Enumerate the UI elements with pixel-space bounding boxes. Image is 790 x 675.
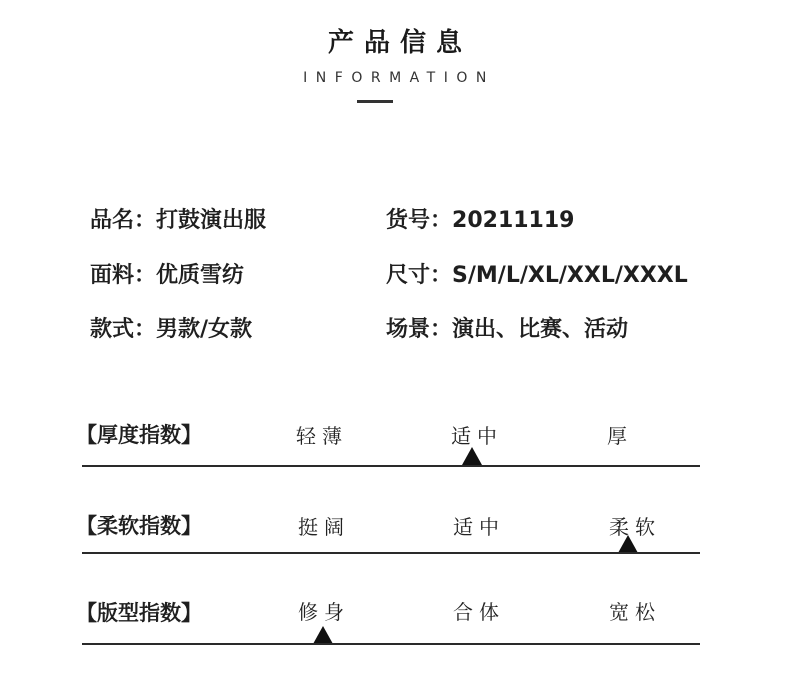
info-scene <box>386 312 628 343</box>
scale-marker <box>313 626 333 644</box>
scale-option: 合体 <box>453 600 505 624</box>
scale-option: 修身 <box>298 600 350 624</box>
scale-option: 柔软 <box>609 515 661 539</box>
scale-option: 宽松 <box>609 600 661 624</box>
info-value: 20211119 <box>452 208 575 233</box>
scale-marker <box>618 535 638 553</box>
info-label: 尺寸： <box>386 263 453 288</box>
info-value: 演出、比赛、活动 <box>452 317 629 342</box>
info-value: 打鼓演出服 <box>156 208 267 233</box>
info-label: 货号： <box>386 208 453 233</box>
info-value: 男款/女款 <box>156 317 253 342</box>
page-title: 产品信息 <box>327 28 472 58</box>
info-fabric <box>90 258 244 289</box>
info-value: 优质雪纺 <box>156 263 245 288</box>
info-label: 面料： <box>90 263 157 288</box>
scale-line <box>82 643 700 645</box>
scale-option: 适中 <box>453 515 505 539</box>
info-label: 款式： <box>90 317 157 342</box>
info-style <box>90 312 252 343</box>
info-label: 场景： <box>386 317 453 342</box>
info-product-name <box>90 203 266 234</box>
info-item-number <box>386 203 574 234</box>
scale-option: 适中 <box>451 424 503 448</box>
scale-option: 轻薄 <box>296 424 348 448</box>
info-size <box>386 258 688 289</box>
scale-title: 【柔软指数】 <box>76 514 202 538</box>
info-value: S/M/L/XL/XXL/XXXL <box>452 263 688 288</box>
scale-line <box>82 552 700 554</box>
scale-marker <box>462 447 482 465</box>
info-label: 品名： <box>90 208 157 233</box>
scale-title: 【版型指数】 <box>76 601 202 625</box>
scale-line <box>82 465 700 467</box>
page-subtitle: INFORMATION <box>303 70 495 86</box>
scale-option: 厚 <box>607 424 633 448</box>
scale-option: 挺阔 <box>298 515 350 539</box>
scale-title: 【厚度指数】 <box>76 423 202 447</box>
title-divider <box>357 100 393 103</box>
